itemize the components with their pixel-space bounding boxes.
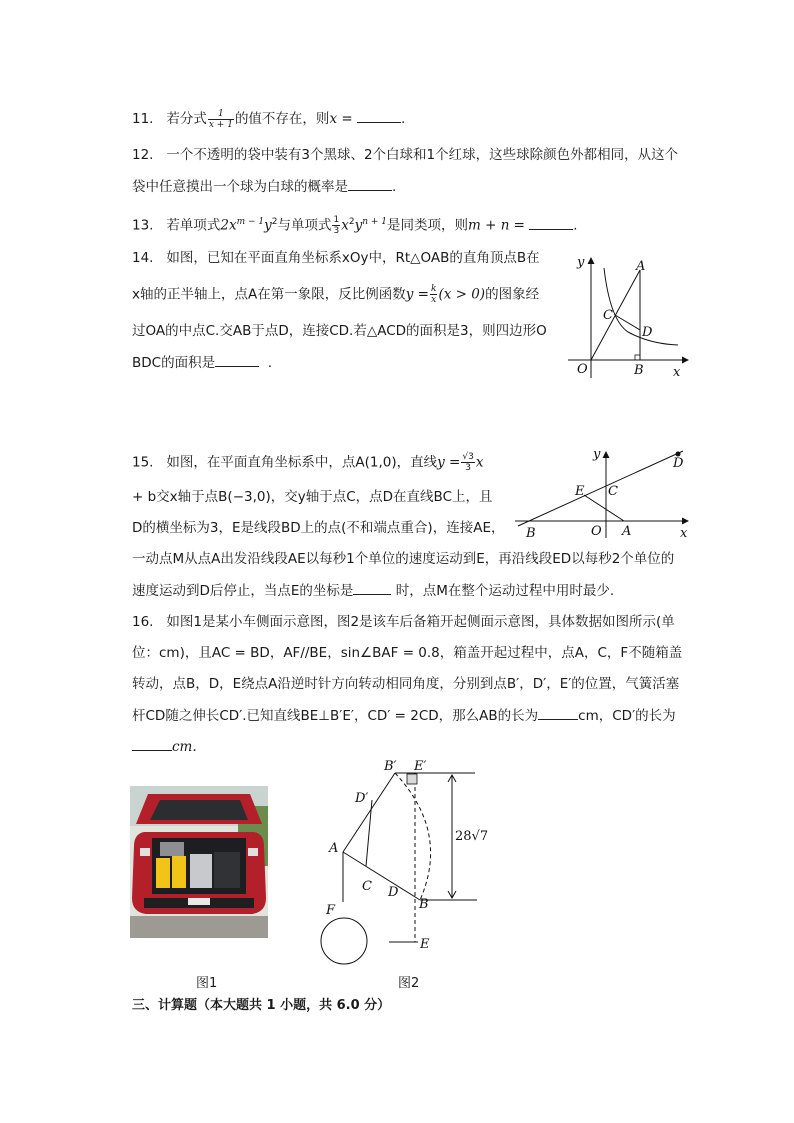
label-D: D bbox=[388, 885, 399, 900]
hyperbola-curve bbox=[604, 268, 678, 345]
question-16-line3: 转动，点B，D，E绕点A沿逆时针方向转动相同角度，分别到点B′，D′，E′的位置，气簧活塞 bbox=[132, 676, 680, 692]
answer-blank[interactable] bbox=[538, 705, 578, 720]
rotation-arc bbox=[395, 773, 431, 900]
right-angle-mark bbox=[635, 355, 640, 360]
question-16: 16. 如图1是某小车侧面示意图，图2是该车后备箱开起侧面示意图，具体数据如图所示(单 bbox=[132, 614, 675, 630]
question-15-line2: + b交x轴于点B(−3,0)，交y轴于点C，点D在直线BC上，且 bbox=[132, 489, 493, 505]
right-angle-mark bbox=[407, 774, 417, 784]
label-D-prime: D′ bbox=[355, 791, 369, 806]
label-E-prime: E′ bbox=[414, 759, 427, 774]
answer-blank[interactable] bbox=[353, 580, 391, 595]
question-14: 14. 如图，已知在平面直角坐标系xOy中，Rt△OAB的直角顶点B在 bbox=[132, 250, 540, 266]
answer-blank[interactable] bbox=[215, 352, 259, 367]
label-D: D bbox=[673, 456, 684, 471]
question-12: 12. 一个不透明的袋中装有3个黑球、2个白球和1个红球，这些球除颜色外都相同，从这个 bbox=[132, 147, 679, 163]
question-14-line2: x轴的正半轴上，点A在第一象限，反比例函数y = $\frac{k}{x}$ (x > 0)的图象经 bbox=[132, 284, 540, 305]
label-C: C bbox=[603, 308, 613, 323]
label-y: y bbox=[593, 447, 601, 462]
answer-blank[interactable] bbox=[357, 108, 401, 123]
segment-AE bbox=[584, 495, 624, 521]
question-16-line5: cm. bbox=[132, 736, 197, 757]
question-16-line2: 位：cm)，且AC = BD，AF//BE，sin∠BAF = 0.8，箱盖开起过程中，点A，C，F不随箱盖 bbox=[132, 645, 683, 661]
q16-figure-2 bbox=[300, 752, 500, 972]
yellow-suitcase bbox=[156, 858, 170, 888]
label-E: E bbox=[575, 484, 585, 499]
q15-figure bbox=[510, 444, 695, 542]
question-14-line4: BDC的面积是 . bbox=[132, 352, 272, 373]
line-BC bbox=[518, 451, 683, 526]
label-x: x bbox=[673, 365, 681, 380]
label-C: C bbox=[362, 879, 372, 894]
question-number: 11. bbox=[132, 111, 154, 127]
label-B: B bbox=[526, 526, 536, 541]
figure-1-caption: 图1 bbox=[196, 976, 218, 991]
question-11: 11. 若分式 $\frac{1}{x + 1}$ 的值不存在，则x = . bbox=[132, 108, 406, 130]
car-trunk-photo bbox=[130, 786, 268, 938]
section-heading: 三、计算题（本大题共 1 小题，共 6.0 分） bbox=[132, 998, 391, 1013]
wheel-circle bbox=[321, 918, 367, 964]
label-x: x bbox=[680, 526, 688, 541]
label-B: B bbox=[634, 363, 644, 378]
fraction: $\frac{1}{x + 1}$ bbox=[208, 108, 233, 130]
lid-AB-prime bbox=[343, 773, 395, 852]
label-O: O bbox=[577, 362, 588, 377]
question-15-line4: 一动点M从点A出发沿线段AE以每秒1个单位的速度运动到E，再沿线段ED以每秒2个单位的 bbox=[132, 551, 675, 567]
strut-CD-prime bbox=[366, 800, 372, 866]
answer-blank[interactable] bbox=[132, 736, 172, 751]
label-F: F bbox=[326, 903, 336, 918]
answer-blank[interactable] bbox=[348, 176, 392, 191]
label-D: D bbox=[642, 325, 653, 340]
question-15-line3: D的横坐标为3，E是线段BD上的点(不和端点重合)，连接AE， bbox=[132, 520, 505, 536]
q14-figure bbox=[560, 248, 695, 383]
label-O: O bbox=[591, 524, 602, 539]
figure-2-caption: 图2 bbox=[398, 976, 420, 991]
question-15-line5: 速度运动到D后停止，当点E的坐标是 时，点M在整个运动过程中用时最少. bbox=[132, 580, 614, 601]
label-B-prime: B′ bbox=[384, 759, 397, 774]
label-A: A bbox=[636, 259, 646, 274]
label-y: y bbox=[577, 255, 585, 270]
car-illustration bbox=[130, 786, 268, 938]
dimension-label: 28√7 bbox=[455, 829, 489, 844]
label-E: E bbox=[420, 937, 430, 952]
lid-AB bbox=[343, 852, 420, 900]
question-14-line3: 过OA的中点C.交AB于点D，连接CD.若△ACD的面积是3，则四边形O bbox=[132, 323, 547, 339]
label-A: A bbox=[329, 841, 339, 856]
question-16-line4: 杆CD随之伸长CD′.已知直线BE⊥B′E′，CD′ = 2CD，那么AB的长为 cm，CD′的长为 bbox=[132, 705, 676, 726]
label-B: B bbox=[419, 897, 429, 912]
answer-blank[interactable] bbox=[529, 215, 573, 230]
label-A: A bbox=[622, 524, 632, 539]
question-12-line2: 袋中任意摸出一个球为白球的概率是 . bbox=[132, 176, 396, 197]
label-C: C bbox=[608, 484, 618, 499]
question-13: 13. 若单项式$2x^{m - 1}y^2$与单项式 $\frac{1}{3}$ $x^2y^{n + 1}$是同类项，则m + n = . bbox=[132, 215, 578, 236]
question-15: 15. 如图，在平面直角坐标系中，点A(1,0)，直线y = $\frac{√3}{3}$ x bbox=[132, 452, 484, 473]
